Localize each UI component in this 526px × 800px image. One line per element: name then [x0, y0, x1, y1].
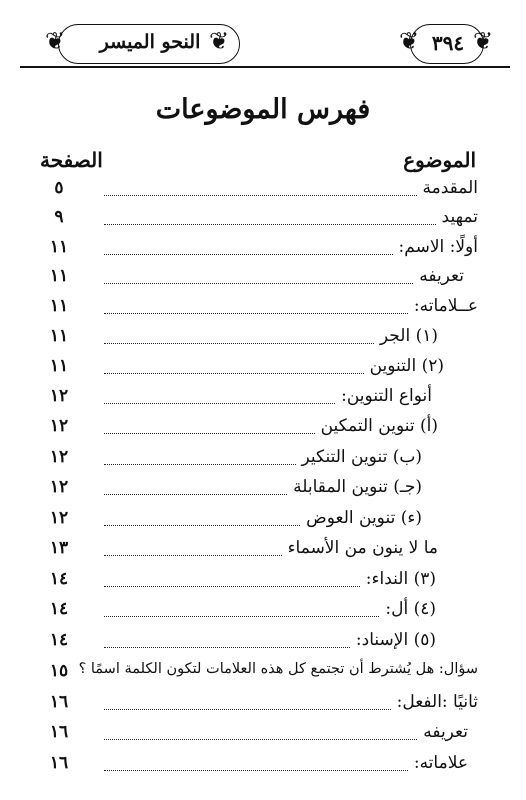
leader-dots [104, 433, 315, 434]
entry-page-number: ١٣ [49, 538, 69, 558]
entry-page-number: ١٦ [49, 753, 69, 773]
toc-entry [42, 569, 478, 593]
leader-dots [104, 464, 296, 465]
entry-title: (٣) النداء: [365, 569, 436, 589]
leader-dots [104, 403, 335, 404]
page-title: فهرس الموضوعات [155, 94, 371, 125]
toc-entry [42, 178, 478, 202]
toc-entry [42, 477, 478, 501]
leader-dots [104, 525, 300, 526]
page-header [20, 22, 510, 72]
entry-page-number: ١١ [49, 296, 69, 316]
entry-page-number: ١٥ [49, 661, 69, 681]
ornament-icon: ❦ [472, 27, 494, 55]
leader-dots [104, 770, 408, 771]
entry-title: سؤال: هل يُشترط أن تجتمع كل هذه العلامات لتكون الكلمة اسمًا ؟ [78, 661, 478, 677]
header-rule [20, 66, 510, 68]
leader-dots [104, 373, 364, 374]
toc-entry [42, 630, 478, 654]
toc-entry [42, 661, 478, 685]
toc-entry [42, 296, 478, 320]
entry-page-number: ١٦ [49, 722, 69, 742]
entry-page-number: ١٢ [49, 386, 69, 406]
entry-title: ما لا ينون من الأسماء [287, 538, 438, 558]
ornament-icon: ❦ [44, 27, 66, 55]
toc-entry [42, 508, 478, 532]
leader-dots [104, 647, 350, 648]
toc-entry [42, 447, 478, 471]
entry-page-number: ١٢ [49, 416, 69, 436]
leader-dots [104, 586, 360, 587]
toc-entry [42, 599, 478, 623]
entry-page-number: ١٤ [49, 630, 69, 650]
leader-dots [104, 616, 379, 617]
toc-entry [42, 386, 478, 410]
entry-page-number: ١٤ [49, 599, 69, 619]
entry-title: تمهيد [441, 207, 478, 227]
page-number: ٣٩٤ [431, 31, 465, 55]
ornament-icon: ❦ [208, 27, 230, 55]
leader-dots [104, 555, 282, 556]
entry-page-number: ١١ [49, 237, 69, 257]
leader-dots [104, 283, 413, 284]
running-title: النحو الميسر [99, 31, 201, 53]
leader-dots [104, 494, 287, 495]
entry-title: أولًا: الاسم: [398, 237, 478, 257]
entry-page-number: ١١ [49, 326, 69, 346]
toc-entry [42, 356, 478, 380]
toc-entry [42, 753, 478, 777]
toc-entry [42, 416, 478, 440]
entry-title: علاماته: [413, 753, 468, 773]
leader-dots [104, 709, 391, 710]
entry-title: عــلاماته: [413, 296, 478, 316]
toc-entry [42, 722, 478, 746]
entry-title: المقدمة [422, 178, 478, 198]
entry-title: تعريفه [423, 722, 468, 742]
entry-title: (ب) تنوين التنكير [301, 447, 422, 467]
leader-dots [104, 195, 417, 196]
entry-title: (٤) أل: [385, 599, 436, 619]
entry-title: (٢) التنوين [369, 356, 444, 376]
entry-page-number: ٥ [54, 178, 64, 198]
toc-entry [42, 207, 478, 231]
leader-dots [104, 254, 393, 255]
entry-page-number: ١١ [49, 356, 69, 376]
entry-title: تعريفه [419, 266, 464, 286]
entry-page-number: ١٢ [49, 477, 69, 497]
leader-dots [104, 224, 436, 225]
entry-title: أنواع التنوين: [341, 386, 432, 406]
entry-page-number: ١٢ [49, 508, 69, 528]
entry-title: (أ) تنوين التمكين [320, 416, 438, 436]
leader-dots [104, 343, 374, 344]
toc-entry [42, 237, 478, 261]
topic-column-header: الموضوع [403, 148, 476, 172]
toc-entry [42, 266, 478, 290]
toc-entry [42, 326, 478, 350]
entry-title: (١) الجر [379, 326, 438, 346]
toc-entry [42, 692, 478, 716]
leader-dots [104, 313, 408, 314]
entry-title: (٥) الإسناد: [355, 630, 436, 650]
entry-page-number: ١١ [49, 266, 69, 286]
ornament-icon: ❦ [398, 27, 420, 55]
entry-title: (ء) تنوين العوض [306, 508, 422, 528]
entry-title: ثانيًا :الفعل: [396, 692, 478, 712]
entry-title: (جـ) تنوين المقابلة [293, 477, 422, 497]
leader-dots [104, 739, 417, 740]
entry-page-number: ١٦ [49, 692, 69, 712]
toc-entry [42, 538, 478, 562]
page-column-header: الصفحة [40, 148, 103, 172]
entry-page-number: ١٤ [49, 569, 69, 589]
entry-page-number: ٩ [54, 207, 64, 227]
entry-page-number: ١٢ [49, 447, 69, 467]
